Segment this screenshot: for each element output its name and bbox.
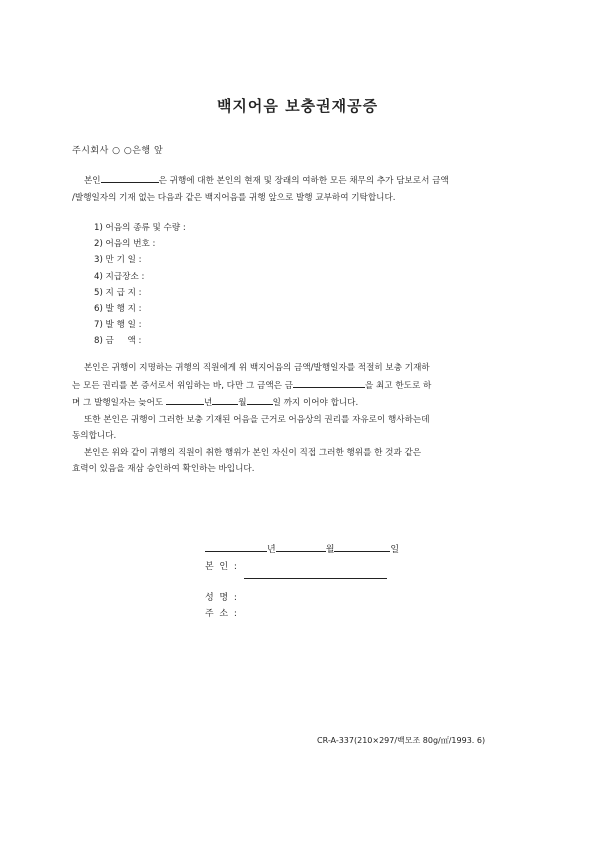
body-line xyxy=(72,377,524,395)
list-item: 1) 어음의 종류 및 수량 : xyxy=(94,223,186,233)
sign-day-label: 일 xyxy=(390,545,400,555)
body-line: 본인은 귀행이 지명하는 귀행의 직원에게 위 백지어음의 금액/발행일자를 적절히 보충 기재하 xyxy=(84,363,430,373)
date-line xyxy=(205,541,399,555)
body-text: 을 최고 한도로 하 xyxy=(365,380,432,391)
month-blank xyxy=(212,394,238,405)
list-item: 7) 발 행 일 : xyxy=(94,320,142,331)
list-item: 6) 발 행 지 : xyxy=(94,304,142,315)
intro-line-2: /발행일자의 기재 없는 다음과 같은 백지어음를 귀행 앞으로 발행 교부하여 기탁합니다. xyxy=(72,192,396,203)
principal-blank xyxy=(101,172,159,183)
form-code: CR-A-337(210×297/백모조 80g/㎡/1993. 6) xyxy=(317,736,486,745)
address-label: 주 소 : xyxy=(205,609,237,619)
intro-line-1-rest: 은 귀행에 대한 본인의 현재 및 장래의 여하한 모든 채무의 추가 담보로서 금액 xyxy=(158,176,449,186)
intro-line-1 xyxy=(72,172,524,190)
body-text: 며 그 발행일자는 늦어도 xyxy=(72,398,164,408)
month-label: 월 xyxy=(238,398,247,408)
body-line xyxy=(72,394,524,412)
body-text: 일 까지 이어야 합니다. xyxy=(272,398,359,408)
body-line: 본인은 위와 같이 귀행의 직원이 취한 행위가 본인 자신이 직접 그러한 행위를 한 것과 같은 xyxy=(84,447,422,458)
intro-line-1-start: 본인 xyxy=(84,176,101,186)
sign-day-blank xyxy=(334,541,390,552)
day-blank xyxy=(247,394,273,405)
body-paragraphs xyxy=(72,360,524,478)
sign-year-blank xyxy=(205,541,267,552)
item-list xyxy=(94,220,186,350)
document-title: 백지어음 보충권재공증 xyxy=(216,97,379,115)
list-item: 4) 지급장소 : xyxy=(94,271,145,282)
body-line: 동의합니다. xyxy=(72,431,117,441)
year-label: 년 xyxy=(203,398,213,408)
list-item: 8) 금 액 : xyxy=(94,336,142,347)
principal-signature-line xyxy=(244,578,387,579)
sign-year-label: 년 xyxy=(267,545,276,555)
amount-blank xyxy=(293,377,365,388)
sign-month-label: 월 xyxy=(325,545,335,555)
addressee-line: 주시회사 ○ ○은행 앞 xyxy=(72,146,164,156)
body-line: 또한 본인은 귀행이 그러한 보충 기재된 어음을 근거로 어음상의 권리를 자유로이 행사하는데 xyxy=(84,414,430,425)
list-item: 2) 어음의 번호 : xyxy=(94,239,156,250)
intro-paragraph xyxy=(72,172,524,206)
sign-month-blank xyxy=(276,541,326,552)
list-item: 5) 지 급 지 : xyxy=(94,287,142,298)
name-label: 성 명 : xyxy=(205,593,237,603)
body-text: 는 모든 권리를 본 증서로서 위임하는 바, 다만 그 금액은 금 xyxy=(72,380,293,391)
year-blank xyxy=(166,394,204,405)
list-item: 3) 만 기 일 : xyxy=(94,255,142,266)
principal-label: 본 인 : xyxy=(205,562,237,572)
body-line: 효력이 있음을 재삼 승인하여 확인하는 바입니다. xyxy=(72,464,255,474)
